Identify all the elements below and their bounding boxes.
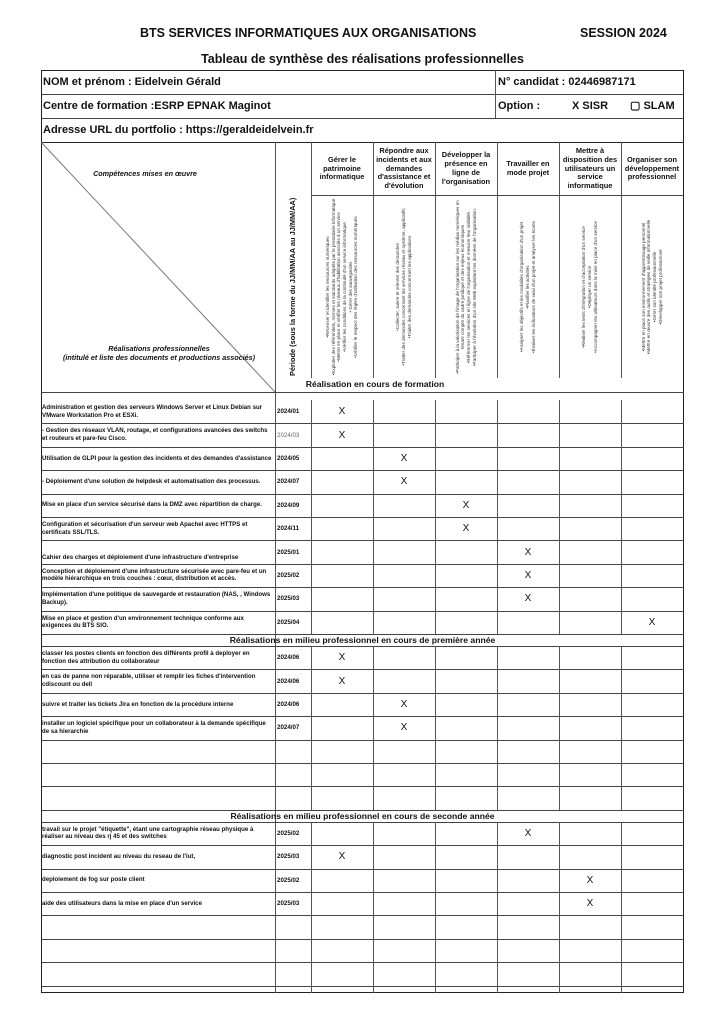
table-row <box>41 716 683 739</box>
divider <box>621 646 622 810</box>
divider <box>373 646 374 810</box>
realisation-period: 2025/03 <box>277 900 300 908</box>
competence-skills <box>560 196 620 378</box>
competence-skill-item: •Accompagner les utilisateurs dans la mise en place d'un service <box>592 221 598 353</box>
divider <box>41 986 684 987</box>
realisation-description: Implémentation d'une politique de sauvegarde et restauration (NAS, , Windows Backup). <box>42 591 271 606</box>
realisation-description <box>42 962 274 985</box>
competence-header: Mettre à disposition des utilisateurs un service informatique <box>562 145 618 191</box>
document-subtitle: Tableau de synthèse des réalisations professionnelles <box>201 52 524 66</box>
session-label: SESSION 2024 <box>580 26 667 40</box>
realisation-description: Utilisation de GLPI pour la gestion des incidents et des demandes d'assistance <box>42 454 272 462</box>
competence-skill-item: •Planifier les activités <box>525 265 531 309</box>
competence-skill-item: •Vérifier le respect des règles d'utilisation des ressources numériques <box>353 216 359 358</box>
table-row <box>41 962 683 985</box>
table-row <box>41 939 683 962</box>
competence-skill-item: •Traiter des demandes concernant les services réseau et système, applicatifs <box>401 208 407 366</box>
section-formation-label: Réalisation en cours de formation <box>305 379 445 389</box>
table-row <box>41 400 683 423</box>
realisation-description: Cahier des charges et déploiement d'une infrastructure d'entreprise <box>42 554 239 562</box>
competence-header: Travailler en mode projet <box>506 159 550 177</box>
realisation-period: 2024/07 <box>277 724 300 732</box>
table-row <box>41 892 683 915</box>
competence-mark[interactable]: X <box>338 652 346 664</box>
realisation-period: 2025/04 <box>277 618 300 626</box>
competence-skill-item: •Recenser et identifier les ressources numériques <box>324 236 330 338</box>
competence-skills <box>312 196 372 378</box>
competence-skills <box>436 196 496 378</box>
table-row <box>41 564 683 587</box>
divider <box>621 822 622 993</box>
realisation-description: deploiement de fog sur poste client <box>42 876 145 884</box>
realisation-period: 2024/11 <box>277 525 300 533</box>
competence-skill-item: •Mettre en place et vérifier les niveaux d'habilitation associés à un service <box>336 212 342 362</box>
table-row <box>41 763 683 786</box>
competence-skill-item: •Analyser les objectifs et les modalités d'organisation d'un projet <box>519 221 525 353</box>
realisation-description: aide des utilisateurs dans la mise en place d'un service <box>42 899 202 907</box>
realisation-period: 2024/01 <box>277 408 300 416</box>
realisation-description <box>42 939 274 962</box>
competence-header: Développer la présence en ligne de l'organisation <box>441 150 491 186</box>
candidate-number: N° candidat : 02446987171 <box>498 76 636 88</box>
divider <box>311 400 312 634</box>
realisation-period: 2025/01 <box>277 548 300 556</box>
option-sisr-checkbox[interactable]: X SISR <box>572 100 609 112</box>
realisation-period: 2024/06 <box>277 677 300 685</box>
table-row <box>41 494 683 517</box>
competence-mark[interactable]: X <box>338 851 346 863</box>
competence-header: Organiser son développement professionnel <box>624 154 680 182</box>
realisation-period: 2024/06 <box>277 700 300 708</box>
option-label: Option : <box>498 100 541 112</box>
realisation-period: 2025/02 <box>277 876 300 884</box>
table-row <box>41 540 683 563</box>
competence-mark[interactable]: X <box>400 452 408 464</box>
portfolio-url: Adresse URL du portfolio : https://geraldeidelvein.fr <box>43 124 314 136</box>
table-row <box>41 915 683 938</box>
competence-skills <box>498 196 558 378</box>
competence-mark[interactable]: X <box>400 722 408 734</box>
table-row <box>41 669 683 692</box>
realisation-description: classer les postes clients en fonction des différents profil à deployer en fonction des attribution du collaborateur <box>42 650 250 665</box>
divider <box>41 392 684 393</box>
table-row <box>41 693 683 716</box>
realisation-period: 2025/02 <box>277 571 300 579</box>
realisation-description <box>42 786 274 809</box>
competence-header: Gérer le patrimoine informatique <box>319 154 365 182</box>
realisation-period: 2024/03 <box>277 431 300 439</box>
realisation-period: 2024/07 <box>277 478 300 486</box>
realisation-description <box>42 915 274 938</box>
realisation-description: installer un logiciel spécifique pour un collaborateur à la demande spécifique de sa hierarchie <box>42 720 266 735</box>
realisation-period: 2025/03 <box>277 853 300 861</box>
competence-mark[interactable]: X <box>524 569 532 581</box>
realisation-period: 2025/03 <box>277 595 300 603</box>
realisation-period: 2024/06 <box>277 654 300 662</box>
competence-mark[interactable]: X <box>586 898 594 910</box>
period-column-label: Période (sous la forme du JJ/MM/AA au JJ/MM/AA) <box>288 197 297 376</box>
competence-skill-item: •Déployer un service <box>587 265 593 309</box>
realisation-description: Mise en place et gestion d'un environnement technique conforme aux exigences du BTS SIO. <box>42 614 244 630</box>
competence-skill-item: •Mettre en place son environnement d'apprentissage personnel <box>640 222 646 352</box>
competence-skill-item: • Gérer des sauvegardes <box>347 261 353 313</box>
competence-mark[interactable]: X <box>400 476 408 488</box>
table-row <box>41 611 683 634</box>
competence-mark[interactable]: X <box>462 499 470 511</box>
divider <box>435 822 436 993</box>
realisation-description: diagnostic post incident au niveau du reseau de l'iut, <box>42 853 196 861</box>
realisation-description: en cas de panne non réparable, utiliser et remplir les fiches d'intervention cdiscount ou dell <box>42 673 256 689</box>
section-label: Réalisations en milieu professionnel en cours de première année <box>229 635 496 645</box>
realisation-period: 2025/02 <box>277 829 300 837</box>
realisation-period: 2024/09 <box>277 501 300 509</box>
realisation-description: Administration et gestion des serveurs Windows Server et Linux Debian sur VMware Workstation Pro et ESXi. <box>42 404 263 419</box>
divider <box>497 646 498 810</box>
realisation-description <box>42 763 274 786</box>
competence-skill-item: •Participer à la valorisation de l'image de l'organisation sur les médias numériques en tenant compte du cadre juridique et des enjeux économiques <box>454 200 466 374</box>
realisation-description: suivre et traiter les tickets Jira en fonction de la procédure interne <box>42 700 234 708</box>
competence-skill-item: •Collecter, suivre et orienter des demandes <box>395 243 401 331</box>
competence-skill-item: •Exploiter des référentiels, normes et standards adoptés par le prestataire informatique <box>330 198 336 376</box>
table-row <box>41 646 683 669</box>
realisation-description: travail sur le projet "étiquette", étant une cartographie réseau physique à réaliser au niveau des rj 45 et des switches <box>42 825 254 841</box>
candidate-name: NOM et prénom : Eidelvein Gérald <box>43 76 221 88</box>
divider <box>621 400 622 634</box>
table-row <box>41 786 683 809</box>
competence-header: Répondre aux incidents et aux demandes d'assistance et d'évolution <box>376 145 432 191</box>
competence-skill-item: •Développer son projet professionnel <box>657 249 663 325</box>
realisation-description <box>42 740 274 763</box>
competence-skill-item: •Référencer les services en ligne de l'organisation et mesurer leur visibilité. <box>466 210 471 364</box>
competence-skills <box>622 196 682 378</box>
competence-mark[interactable]: X <box>338 429 346 441</box>
section-label: Réalisations en milieu professionnel en cours de seconde année <box>230 811 495 821</box>
divider <box>497 822 498 993</box>
competence-mark[interactable]: X <box>338 406 346 418</box>
divider <box>311 822 312 993</box>
competence-skills <box>374 196 434 378</box>
option-slam-checkbox[interactable]: ▢ SLAM <box>630 100 675 112</box>
competence-mark[interactable]: X <box>462 523 470 535</box>
competence-mark[interactable]: X <box>400 698 408 710</box>
divider <box>435 646 436 810</box>
table-row <box>41 517 683 540</box>
realisation-description: Mise en place d'un service sécurisé dans la DMZ avec répartition de charge. <box>42 501 262 509</box>
table-row <box>41 869 683 892</box>
competence-mark[interactable]: X <box>586 874 594 886</box>
table-row <box>41 470 683 493</box>
realisation-description: - Gestion des réseaux VLAN, routage, et configurations avancées des switchs et routeurs et pare-feu Cisco. <box>42 427 268 443</box>
divider <box>497 400 498 634</box>
divider <box>559 646 560 810</box>
training-centre: Centre de formation :ESRP EPNAK Maginot <box>43 100 271 112</box>
realisation-description: Conception et déploiement d'une infrastructure sécurisée avec pare-feu et un modèle hiérarchique en trois couches : cœur, distribution et accès. <box>42 567 267 583</box>
table-row <box>41 587 683 610</box>
competence-mark[interactable]: X <box>524 593 532 605</box>
realisations-label: Réalisations professionnelles <box>108 344 210 353</box>
realisations-label-block <box>45 345 273 362</box>
competence-mark[interactable]: X <box>338 675 346 687</box>
competence-skill-item: •Mettre en œuvre des outils et stratégies de veille informationnelle <box>646 219 652 355</box>
table-row <box>41 845 683 868</box>
competence-skill-item: •Vérifier les conditions de la continuité d'un service informatique <box>342 222 347 352</box>
realisations-sublabel: (intitulé et liste des documents et productions associés) <box>62 352 256 362</box>
competence-skill-item: •Traiter des demandes concernant les applications <box>406 235 412 339</box>
divider <box>373 400 374 634</box>
competence-skill-item: •Évaluer les indicateurs de suivi d'un projet et analyser les écarts <box>530 221 536 353</box>
document-title: BTS SERVICES INFORMATIQUES AUX ORGANISATIONS <box>140 26 477 40</box>
competences-label: Compétences mises en œuvre <box>93 169 197 178</box>
realisation-period: 2024/05 <box>277 454 300 462</box>
competence-skill-item: •Réaliser les tests d'intégration et d'acceptation d'un service <box>581 226 587 348</box>
divider <box>559 822 560 993</box>
competence-skill-item: •Participer à l'évolution d'un site Web exploitant les données de l'organisation. <box>471 207 477 367</box>
divider <box>311 646 312 810</box>
competence-mark[interactable]: X <box>648 616 656 628</box>
table-row <box>41 822 683 845</box>
table-row <box>41 423 683 446</box>
divider <box>373 822 374 993</box>
competence-mark[interactable]: X <box>524 546 532 558</box>
table-row <box>41 740 683 763</box>
competence-mark[interactable]: X <box>524 827 532 839</box>
divider <box>559 400 560 634</box>
realisation-description: - Déploiement d'une solution de helpdesk et automatisation des processus. <box>42 478 261 486</box>
divider <box>435 400 436 634</box>
realisation-description: Configuration et sécurisation d'un serveur web Apachel avec HTTPS et certificats SSL/TLS. <box>42 521 248 536</box>
table-row <box>41 447 683 470</box>
competence-skill-item: •Gérer son identité professionnelle <box>652 251 657 323</box>
